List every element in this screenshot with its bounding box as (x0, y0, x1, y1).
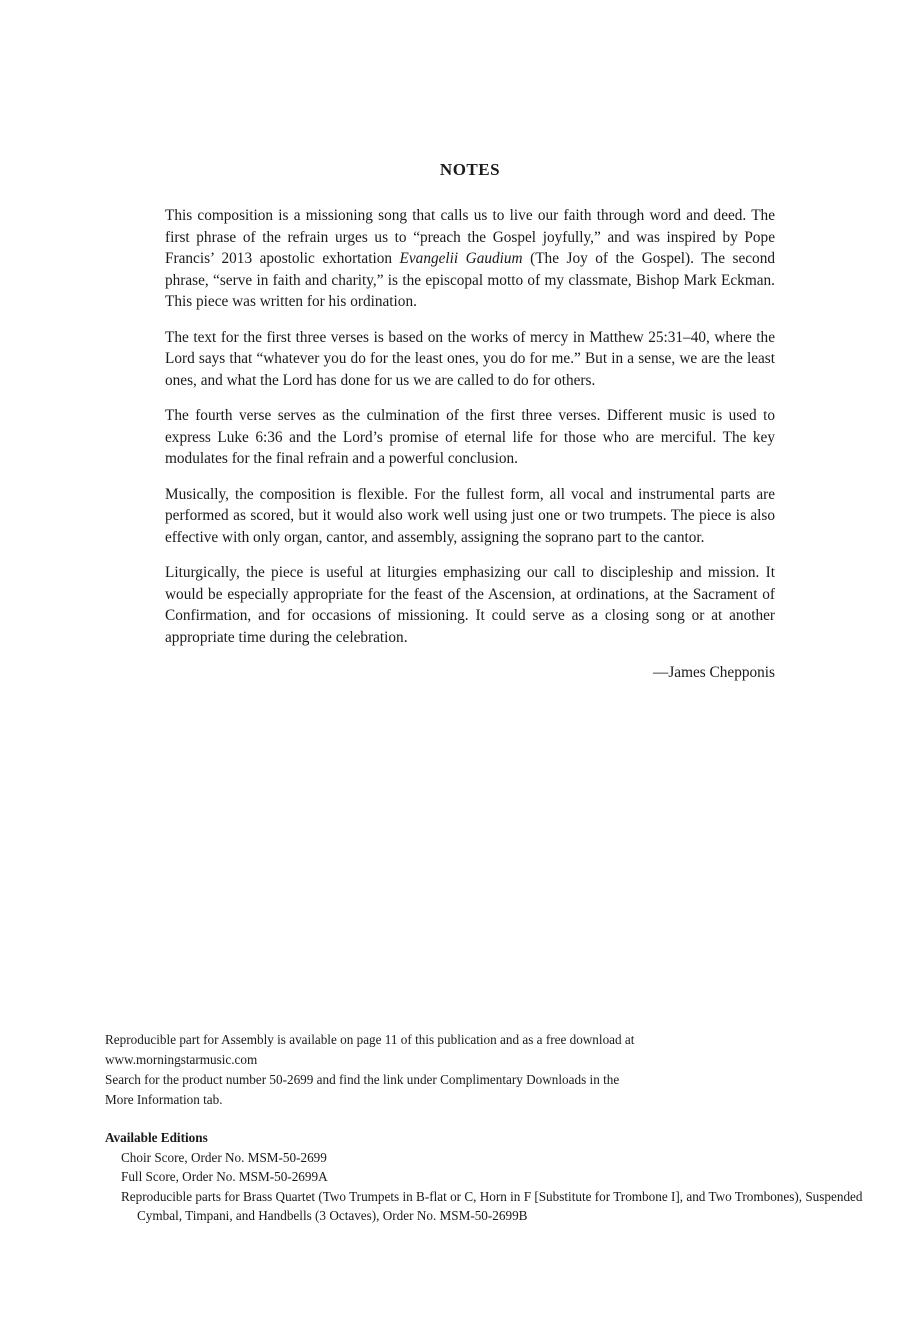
edition-item: Reproducible parts for Brass Quartet (Two Trumpets in B-flat or C, Horn in F [Substitute for Trombone I], and Two Trombones), Suspended Cymbal, Timpani, and Handbells (3 Octaves), Order No. MSM-50-2699B (121, 1188, 863, 1223)
notes-body (165, 205, 775, 684)
footer-line: Search for the product number 50-2699 and find the link under Complimentary Downloads in the (105, 1072, 620, 1087)
footer-line: Reproducible part for Assembly is available on page 11 of this publication and as a free download at (105, 1032, 635, 1047)
editions-heading: Available Editions (105, 1130, 208, 1145)
publication-title: Evangelii Gaudium (399, 250, 523, 267)
notes-paragraph: The fourth verse serves as the culmination of the first three verses. Different music is used to express Luke 6:36 and the Lord’s promise of eternal life for those who are merciful. The key modulates for the final refrain and a powerful conclusion. (165, 407, 775, 467)
page-title: NOTES (439, 160, 501, 179)
footer-line: More Information tab. (105, 1092, 223, 1107)
available-editions (105, 1128, 865, 1226)
notes-paragraph (165, 205, 775, 313)
paragraph-text: This composition is a missioning song that calls us to live our faith through word and deed. The first phrase of the refrain urges us to “preach the Gospel joyfully,” and was inspired by Pope Francis’ 2013 apostolic exhortation (165, 207, 775, 267)
notes-paragraph: Musically, the composition is flexible. For the fullest form, all vocal and instrumental parts are performed as scored, but it would also work well using just one or two trumpets. The piece is also effective with only organ, cantor, and assembly, assigning the soprano part to the cantor. (165, 485, 775, 546)
edition-item: Choir Score, Order No. MSM-50-2699 (121, 1149, 327, 1165)
notes-paragraph: Liturgically, the piece is useful at liturgies emphasizing our call to discipleship and mission. It would be especially appropriate for the feast of the Ascension, at ordinations, at the Sacrament of Confirmation, and for occasions of missioning. It could serve as a closing song or at another appropriate time during the celebration. (165, 564, 775, 646)
download-info (105, 1030, 845, 1110)
notes-paragraph: The text for the first three verses is based on the works of mercy in Matthew 25:31–40, where the Lord says that “whatever you do for the least ones, you do for me.” But in a sense, we are the least ones, and what the Lord has done for us we are called to do for others. (165, 328, 775, 389)
edition-item: Full Score, Order No. MSM-50-2699A (121, 1169, 328, 1184)
website-link[interactable]: www.morningstarmusic.com (105, 1052, 258, 1067)
author-signature: —James Chepponis (653, 664, 775, 681)
paragraph-text: (The Joy of the Gospel). The second phrase, “serve in faith and charity,” is the episcopal motto of my classmate, Bishop Mark Eckman. This piece was written for his ordination. (165, 250, 775, 310)
